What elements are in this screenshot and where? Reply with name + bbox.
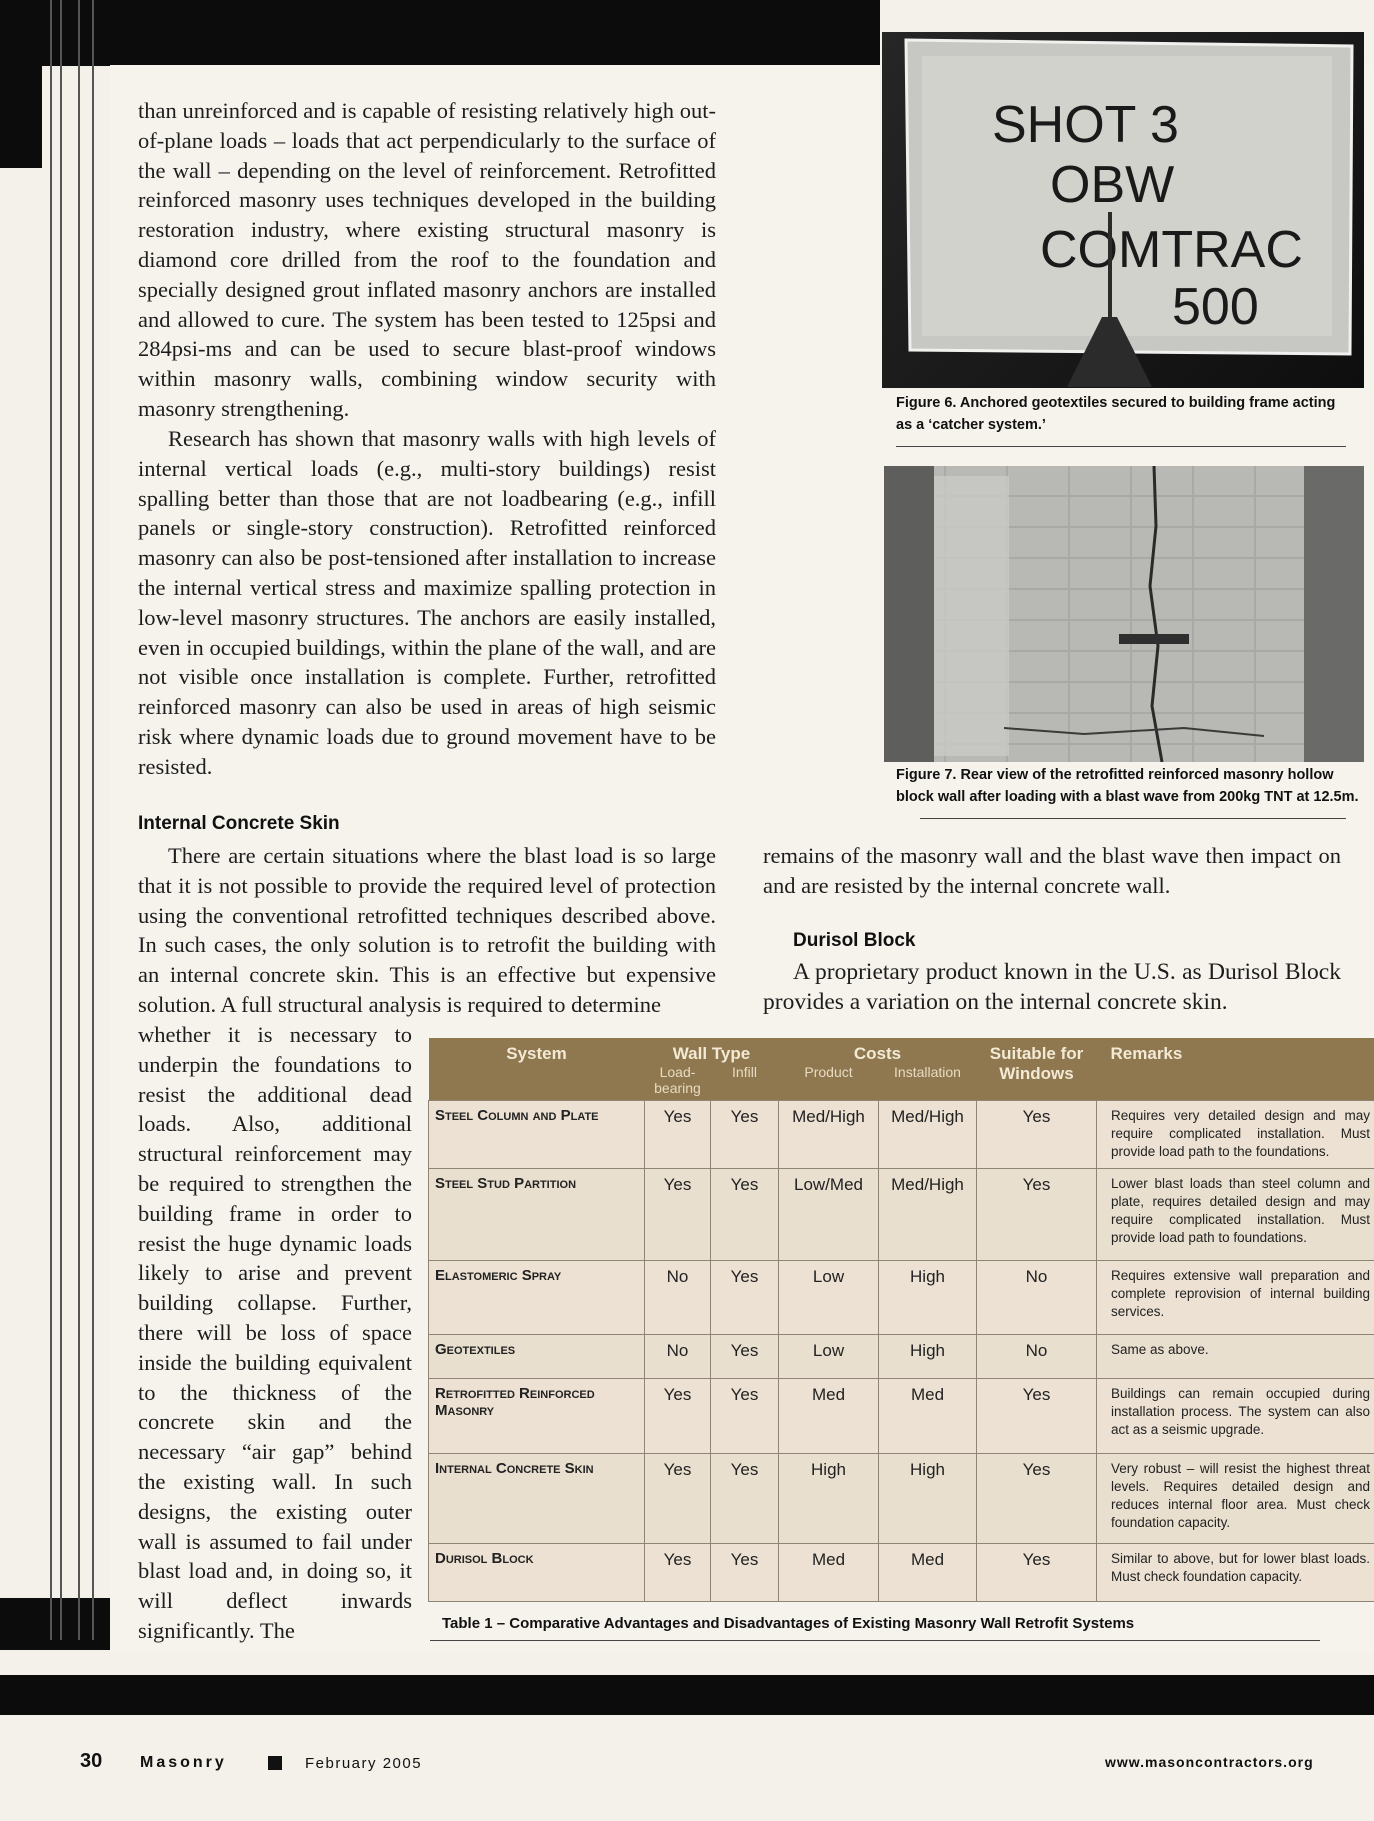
website-url: www.masoncontractors.org <box>1105 1754 1314 1770</box>
installation-cost-cell: High <box>879 1454 977 1544</box>
load-bearing-cell: Yes <box>645 1454 711 1544</box>
header-costs: Costs <box>779 1038 977 1064</box>
body-paragraph: Research has shown that masonry walls with high levels of internal vertical loads (e.g., multi-story buildings) resist spalling better than those that are not loadbearing (e.g., infill panels or single-story construction). Retrofitted reinforced masonry can also be post-tensioned after installation to increase the internal vertical stress and maximize spalling protection in low-level masonry structures. The anchors are easily installed, even in occupied buildings, within the plane of the wall, and are not visible once installation is complete. Further, retrofitted reinforced masonry can also be used in areas of high seismic risk where dynamic loads due to ground movement have to be resisted. <box>138 426 716 779</box>
infill-cell: Yes <box>711 1544 779 1602</box>
windows-cell: Yes <box>977 1379 1097 1454</box>
remarks-cell: Same as above. <box>1097 1335 1374 1379</box>
system-name: Elastomeric Spray <box>429 1261 645 1335</box>
table-row <box>429 1261 1374 1335</box>
body-paragraph: remains of the masonry wall and the blast wave then impact on and are resisted by the internal concrete wall. <box>763 843 1341 898</box>
product-cost-cell: Low/Med <box>779 1169 879 1261</box>
body-paragraph: There are certain situations where the blast load is so large that it is not possible to provide the required level of protection using the conventional retrofitted techniques described above. In such cases, the only solution is to retrofit the building with an internal concrete skin. This is an effective but expensive solution. A full structural analysis is required to determine <box>138 843 716 1017</box>
load-bearing-cell: Yes <box>645 1169 711 1261</box>
installation-cost-cell: Med/High <box>879 1169 977 1261</box>
sign-text-line-4: 500 <box>1172 278 1259 336</box>
product-cost-cell: High <box>779 1454 879 1544</box>
installation-cost-cell: Med <box>879 1379 977 1454</box>
left-black-band-top <box>0 0 42 168</box>
windows-cell: No <box>977 1261 1097 1335</box>
retrofit-systems-table <box>428 1038 1374 1602</box>
load-bearing-cell: Yes <box>645 1101 711 1169</box>
windows-cell: Yes <box>977 1101 1097 1169</box>
figure-6-photo <box>882 32 1364 388</box>
header-suitable-windows: Suitable for Windows <box>977 1038 1097 1101</box>
page-edge-line <box>60 0 62 1640</box>
product-cost-cell: Low <box>779 1335 879 1379</box>
caption-rule <box>896 446 1346 447</box>
section-heading: Internal Concrete Skin <box>138 813 340 834</box>
load-bearing-cell: Yes <box>645 1379 711 1454</box>
sign-text-line-2: OBW <box>1050 156 1175 214</box>
windows-cell: No <box>977 1335 1097 1379</box>
table-row <box>429 1101 1374 1169</box>
installation-cost-cell: High <box>879 1335 977 1379</box>
system-name: Geotextiles <box>429 1335 645 1379</box>
infill-cell: Yes <box>711 1454 779 1544</box>
header-system: System <box>429 1038 645 1064</box>
system-name: Steel Stud Partition <box>429 1169 645 1261</box>
page-edge-line <box>92 0 94 1640</box>
header-wall-type: Wall Type <box>645 1038 779 1064</box>
figure-7-caption: Figure 7. Rear view of the retrofitted reinforced masonry hollow block wall after loading with a blast wave from 200kg TNT at 12.5m. <box>896 767 1359 805</box>
header-installation: Installation <box>879 1064 977 1101</box>
infill-cell: Yes <box>711 1379 779 1454</box>
windows-cell: Yes <box>977 1169 1097 1261</box>
system-name: Steel Column and Plate <box>429 1101 645 1169</box>
page-edge-line <box>50 0 52 1640</box>
infill-cell: Yes <box>711 1101 779 1169</box>
caption-rule <box>430 1640 1320 1641</box>
system-name: Internal Concrete Skin <box>429 1454 645 1544</box>
magazine-name: Masonry <box>140 1754 227 1771</box>
top-black-band <box>0 0 880 66</box>
sign-text-line-1: SHOT 3 <box>992 96 1179 154</box>
header-product: Product <box>779 1064 879 1101</box>
section-heading: Durisol Block <box>793 930 916 951</box>
remarks-cell: Very robust – will resist the highest threat levels. Requires detailed design and reduces internal floor area. Must check foundation capacity. <box>1097 1454 1374 1544</box>
system-name: Retrofitted Reinforced Masonry <box>429 1379 645 1454</box>
load-bearing-cell: No <box>645 1335 711 1379</box>
remarks-cell: Buildings can remain occupied during installation process. The system can also act as a seismic upgrade. <box>1097 1379 1374 1454</box>
header-load-bearing: Load-bearing <box>645 1064 711 1101</box>
system-name: Durisol Block <box>429 1544 645 1602</box>
caption-rule <box>920 818 1346 819</box>
header-infill: Infill <box>711 1064 779 1101</box>
infill-cell: Yes <box>711 1169 779 1261</box>
header-spacer <box>429 1064 645 1101</box>
installation-cost-cell: Med <box>879 1544 977 1602</box>
body-paragraph: than unreinforced and is capable of resisting relatively high out-of-plane loads – loads that act perpendicularly to the surface of the wall – depending on the level of reinforcement. Retrofitted reinforced masonry uses techniques developed in the building restoration industry, where existing structural masonry is diamond core drilled from the roof to the foundation and specially designed grout inflated masonry anchors are installed and allowed to cure. The system has been tested to 125psi and 284psi-ms and can be used to secure blast-proof windows within masonry walls, combining window security with masonry strengthening. <box>138 98 716 421</box>
product-cost-cell: Med/High <box>779 1101 879 1169</box>
masonry-wall-image <box>884 466 1364 762</box>
header-remarks: Remarks <box>1097 1038 1374 1101</box>
windows-cell: Yes <box>977 1454 1097 1544</box>
remarks-cell: Requires very detailed design and may require complicated installation. Must provide load path to the foundations. <box>1097 1101 1374 1169</box>
table-caption: Table 1 – Comparative Advantages and Disadvantages of Existing Masonry Wall Retrofit Systems <box>442 1615 1135 1632</box>
table-row <box>429 1379 1374 1454</box>
infill-cell: Yes <box>711 1261 779 1335</box>
remarks-cell: Similar to above, but for lower blast loads. Must check foundation capacity. <box>1097 1544 1374 1602</box>
remarks-cell: Requires extensive wall preparation and complete reprovision of internal building services. <box>1097 1261 1374 1335</box>
table-row <box>429 1335 1374 1379</box>
bottom-black-band <box>0 1675 1374 1715</box>
table-row <box>429 1454 1374 1544</box>
page-edge-line <box>78 0 80 1640</box>
issue-date: February 2005 <box>305 1755 423 1772</box>
body-paragraph: A proprietary product known in the U.S. as Durisol Block provides a variation on the internal concrete skin. <box>763 959 1341 1015</box>
figure-6-caption: Figure 6. Anchored geotextiles secured to building frame acting as a ‘catcher system.’ <box>896 395 1336 433</box>
installation-cost-cell: High <box>879 1261 977 1335</box>
geotextile-sign-image <box>882 32 1364 388</box>
load-bearing-cell: No <box>645 1261 711 1335</box>
remarks-cell: Lower blast loads than steel column and plate, requires detailed design and may require complicated installation. Must provide load path to foundations. <box>1097 1169 1374 1261</box>
table-row <box>429 1169 1374 1261</box>
product-cost-cell: Med <box>779 1544 879 1602</box>
footer-square-icon <box>268 1756 282 1770</box>
page-number: 30 <box>80 1750 103 1772</box>
installation-cost-cell: Med/High <box>879 1101 977 1169</box>
product-cost-cell: Low <box>779 1261 879 1335</box>
infill-cell: Yes <box>711 1335 779 1379</box>
windows-cell: Yes <box>977 1544 1097 1602</box>
load-bearing-cell: Yes <box>645 1544 711 1602</box>
product-cost-cell: Med <box>779 1379 879 1454</box>
figure-7-photo <box>884 466 1364 762</box>
table-row <box>429 1544 1374 1602</box>
sign-text-line-3: COMTRAC <box>1040 221 1303 279</box>
body-paragraph: whether it is necessary to underpin the foundations to resist the additional dead loads. Also, additional structural reinforcement may be required to strengthen the building frame in order to resist the huge dynamic loads likely to arise and prevent building collapse. Further, there will be loss of space inside the building equivalent to the thickness of the concrete skin and the necessary “air gap” behind the existing wall. In such designs, the existing outer wall is assumed to fail under blast load and, in doing so, it will deflect inwards significantly. The <box>138 1022 412 1643</box>
